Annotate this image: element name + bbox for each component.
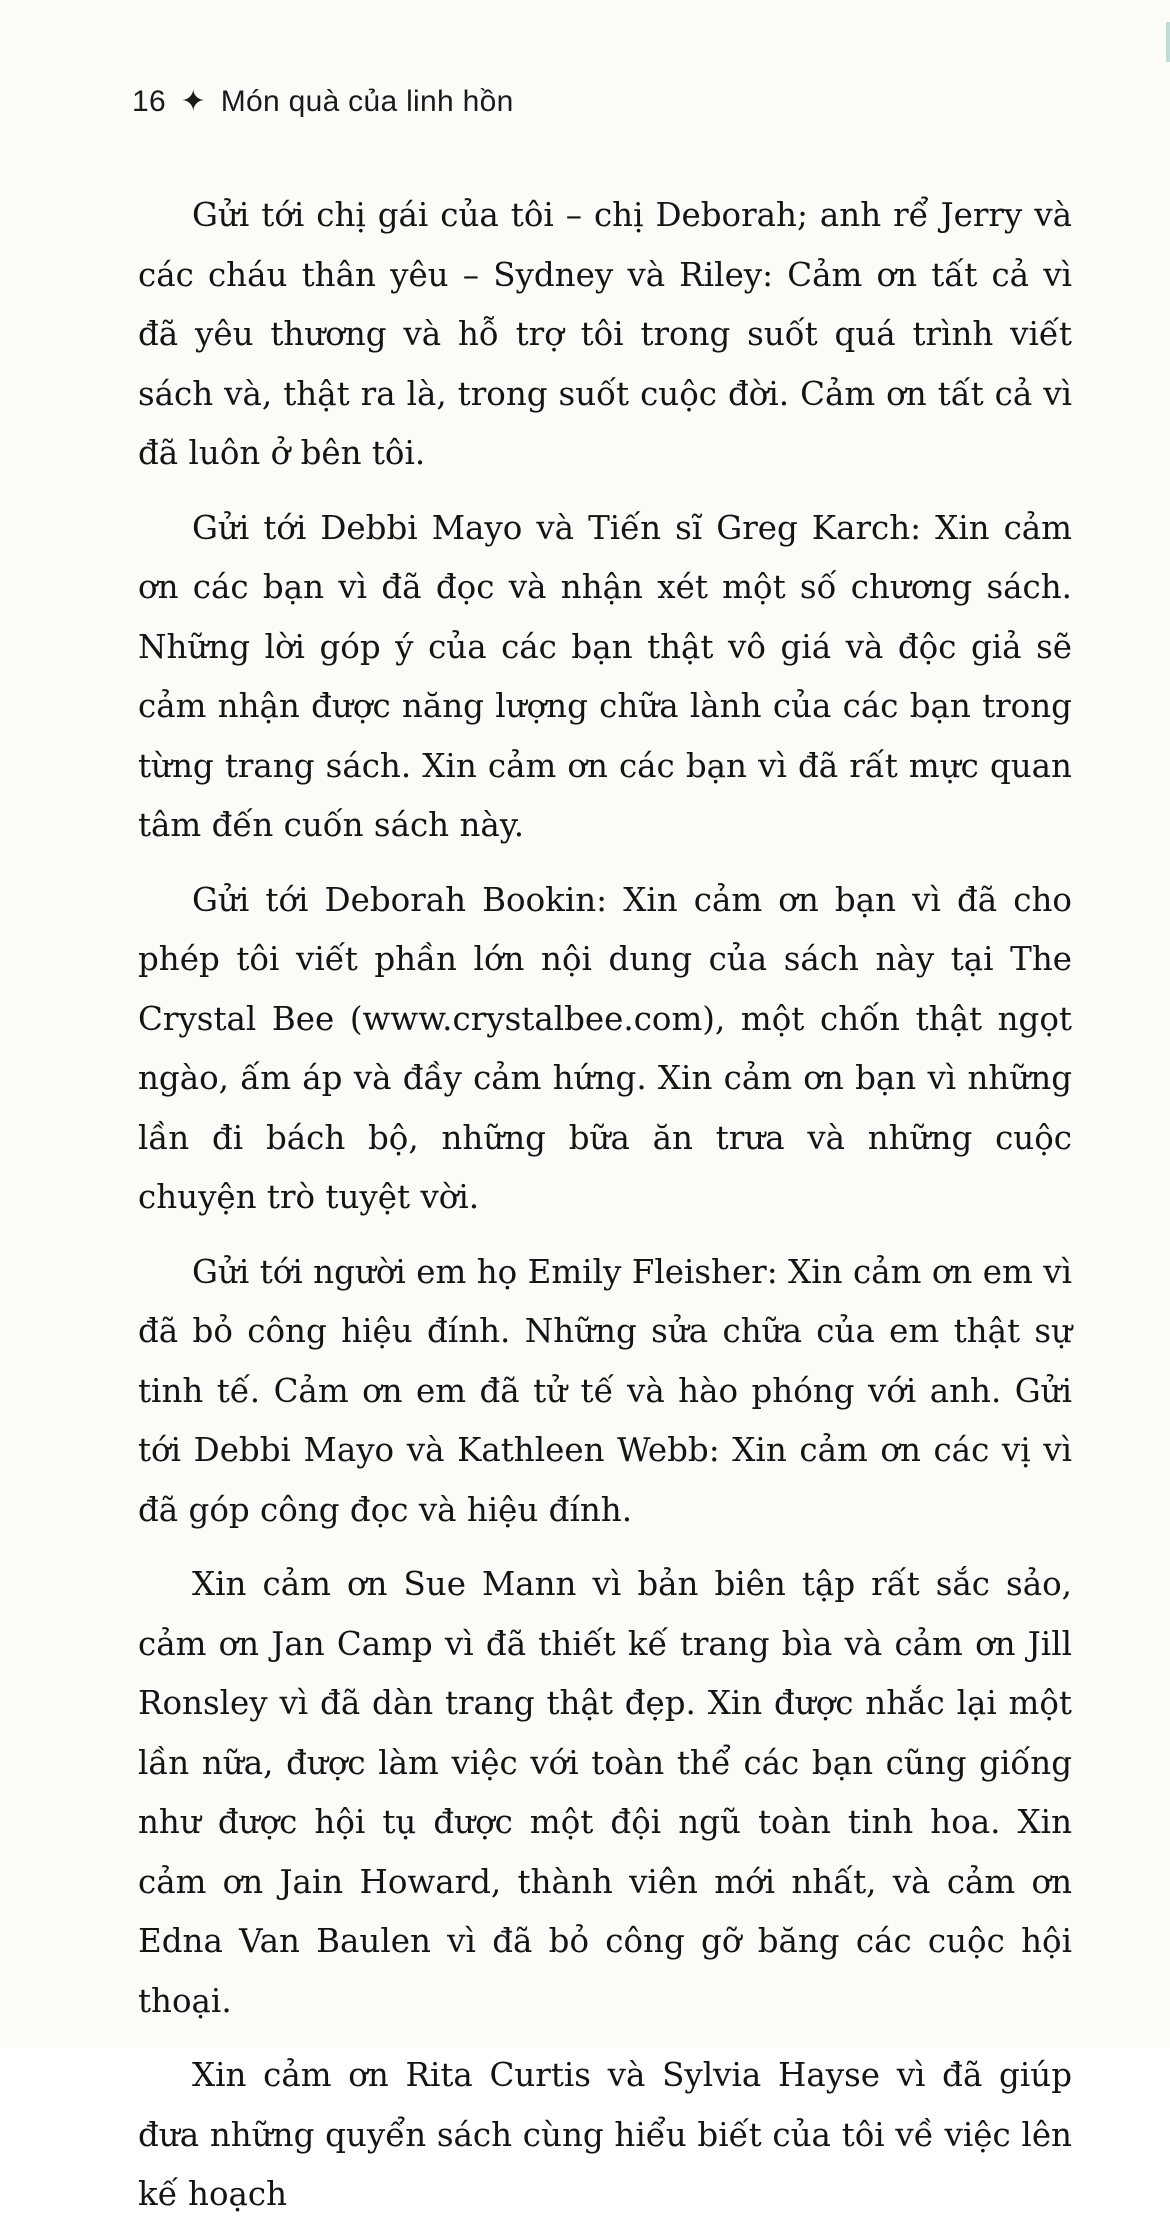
- ornament-separator-icon: ✦: [180, 85, 207, 118]
- page-edge-mark: [1166, 22, 1170, 62]
- running-header: [132, 84, 1032, 119]
- paragraph-proofreading: Gửi tới người em họ Emily Fleisher: Xin cảm ơn em vì đã bỏ công hiệu đính. Những sửa chữa của em thật sự tinh tế. Cảm ơn em đã tử tế và hào phóng với anh. Gửi tới Debbi Mayo và Kathleen Webb: Xin cảm ơn các vị vì đã góp công đọc và hiệu đính.: [138, 1252, 1072, 1529]
- paragraph-family: Gửi tới chị gái của tôi – chị Deborah; anh rể Jerry và các cháu thân yêu – Sydney và Riley: Cảm ơn tất cả vì đã yêu thương và hỗ trợ tôi trong suốt quá trình viết sách và, thật ra là, trong suốt cuộc đời. Cảm ơn tất cả vì đã luôn ở bên tôi.: [138, 196, 1072, 472]
- body-text: [138, 186, 1072, 2240]
- page-number: 16: [132, 85, 166, 118]
- paragraph-crystal-bee: Gửi tới Deborah Bookin: Xin cảm ơn bạn vì đã cho phép tôi viết phần lớn nội dung của sách này tại The Crystal Bee (www.crystalbee.com), một chốn thật ngọt ngào, ấm áp và đầy cảm hứng. Xin cảm ơn bạn vì những lần đi bách bộ, những bữa ăn trưa và những cuộc chuyện trò tuyệt vời.: [138, 880, 1072, 1216]
- paragraph-readers: Gửi tới Debbi Mayo và Tiến sĩ Greg Karch: Xin cảm ơn các bạn vì đã đọc và nhận xét một số chương sách. Những lời góp ý của các bạn thật vô giá và độc giả sẽ cảm nhận được năng lượng chữa lành của các bạn trong từng trang sách. Xin cảm ơn các bạn vì đã rất mực quan tâm đến cuốn sách này.: [138, 508, 1072, 844]
- paragraph-editing-team: Xin cảm ơn Sue Mann vì bản biên tập rất sắc sảo, cảm ơn Jan Camp vì đã thiết kế trang bìa và cảm ơn Jill Ronsley vì đã dàn trang thật đẹp. Xin được nhắc lại một lần nữa, được làm việc với toàn thể các bạn cũng giống như được hội tụ được một đội ngũ toàn tinh hoa. Xin cảm ơn Jain Howard, thành viên mới nhất, và cảm ơn Edna Van Baulen vì đã bỏ công gỡ băng các cuộc hội thoại.: [138, 1565, 1072, 2020]
- paragraph-distribution: Xin cảm ơn Rita Curtis và Sylvia Hayse vì đã giúp đưa những quyển sách cùng hiểu biết của tôi về việc lên kế hoạch: [138, 2056, 1072, 2213]
- book-title: Món quà của linh hồn: [220, 85, 514, 118]
